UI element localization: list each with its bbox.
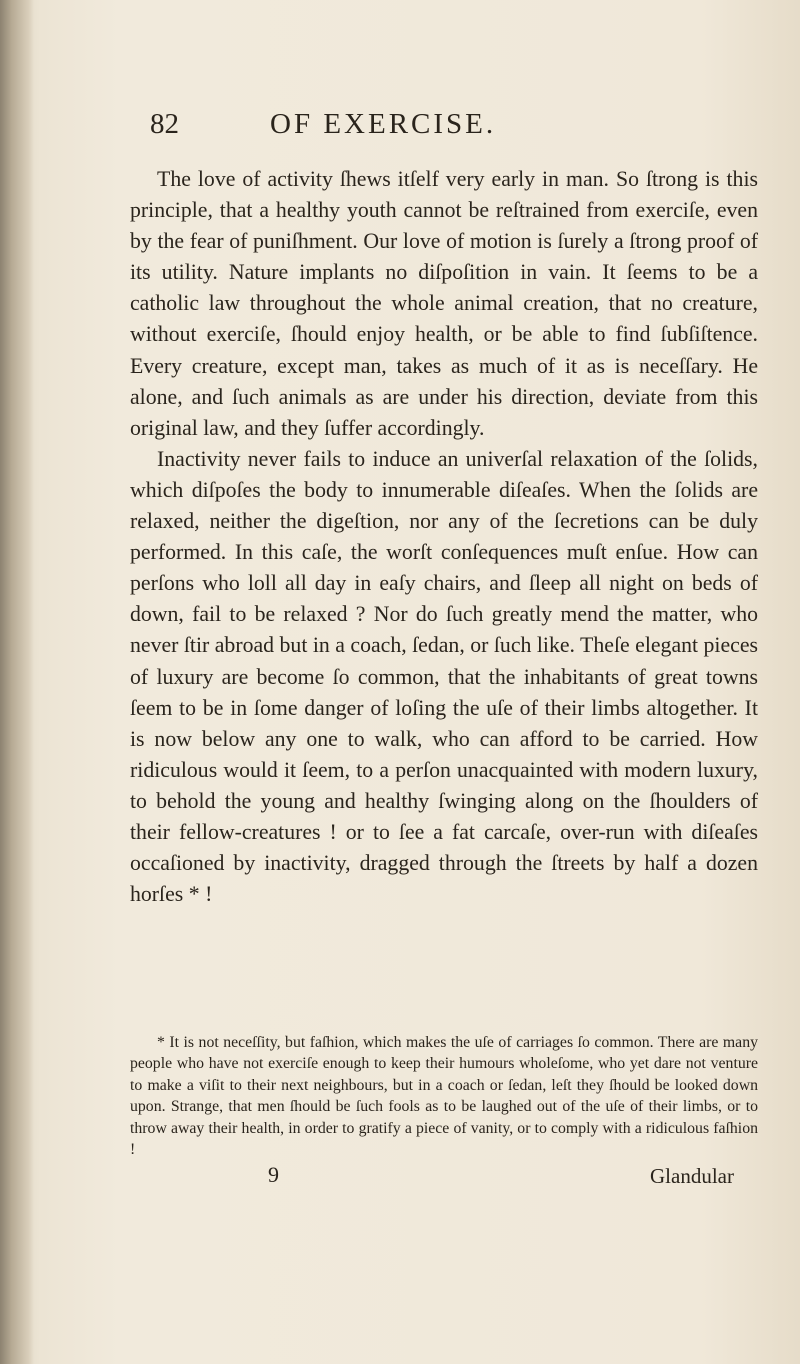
page-binding-shadow bbox=[0, 0, 34, 1364]
signature-mark: 9 bbox=[268, 1162, 279, 1187]
paragraph: Inactivity never fails to induce an univerſal relaxation of the ſolids, which diſpoſes the body to innumerable diſeaſes. When the ſolids are relaxed, neither the digeſtion, nor any of the ſecretions can be duly performed. In this caſe, the worſt conſequences muſt enſue. How can perſons who loll all day in eaſy chairs, and ſleep all night on beds of down, fail to be relaxed ? Nor do ſuch greatly mend the matter, who never ſtir abroad but in a coach, ſedan, or ſuch like. Theſe elegant pieces of luxury are become ſo common, that the inhabitants of great towns ſeem to be in ſome danger of loſing the uſe of their limbs altogether. It is now below any one to walk, who can afford to be carried. How ridiculous would it ſeem, to a perſon unacquainted with modern luxury, to behold the young and healthy ſwinging along on the ſhoulders of their fellow-creatures ! or to ſee a fat carcaſe, over-run with diſeaſes occaſioned by inactivity, dragged through the ſtreets by half a dozen horſes * ! bbox=[130, 446, 758, 907]
catchword: Glandular bbox=[650, 1164, 734, 1188]
running-head: OF EXERCISE. bbox=[270, 108, 497, 140]
body-text bbox=[130, 164, 758, 910]
page-header bbox=[150, 108, 750, 148]
paragraph: The love of activity ſhews itſelf very early in man. So ſtrong is this principle, that a healthy youth cannot be reſtrained from exerciſe, even by the fear of puniſhment. Our love of motion is ſurely a ſtrong proof of its utility. Nature implants no diſpoſition in vain. It ſeems to be a catholic law throughout the whole animal creation, that no creature, without exerciſe, ſhould enjoy health, or be able to find ſubſiſtence. Every creature, except man, takes as much of it as is neceſſary. He alone, and ſuch animals as are under his direction, deviate from this original law, and they ſuffer accordingly. bbox=[130, 167, 758, 440]
page-number: 82 bbox=[150, 108, 179, 140]
footnote bbox=[130, 1032, 758, 1160]
footnote-text: * It is not neceſſity, but faſhion, which makes the uſe of carriages ſo common. There are many people who have not exerciſe enough to keep their humours wholeſome, who yet dare not venture to make a viſit to their next neighbours, but in a coach or ſedan, leſt they ſhould be looked down upon. Strange, that men ſhould be ſuch fools as to be laughed out of the uſe of their limbs, or to throw away their health, in order to gratify a piece of vanity, or to comply with a ridiculous faſhion ! bbox=[130, 1034, 758, 1159]
